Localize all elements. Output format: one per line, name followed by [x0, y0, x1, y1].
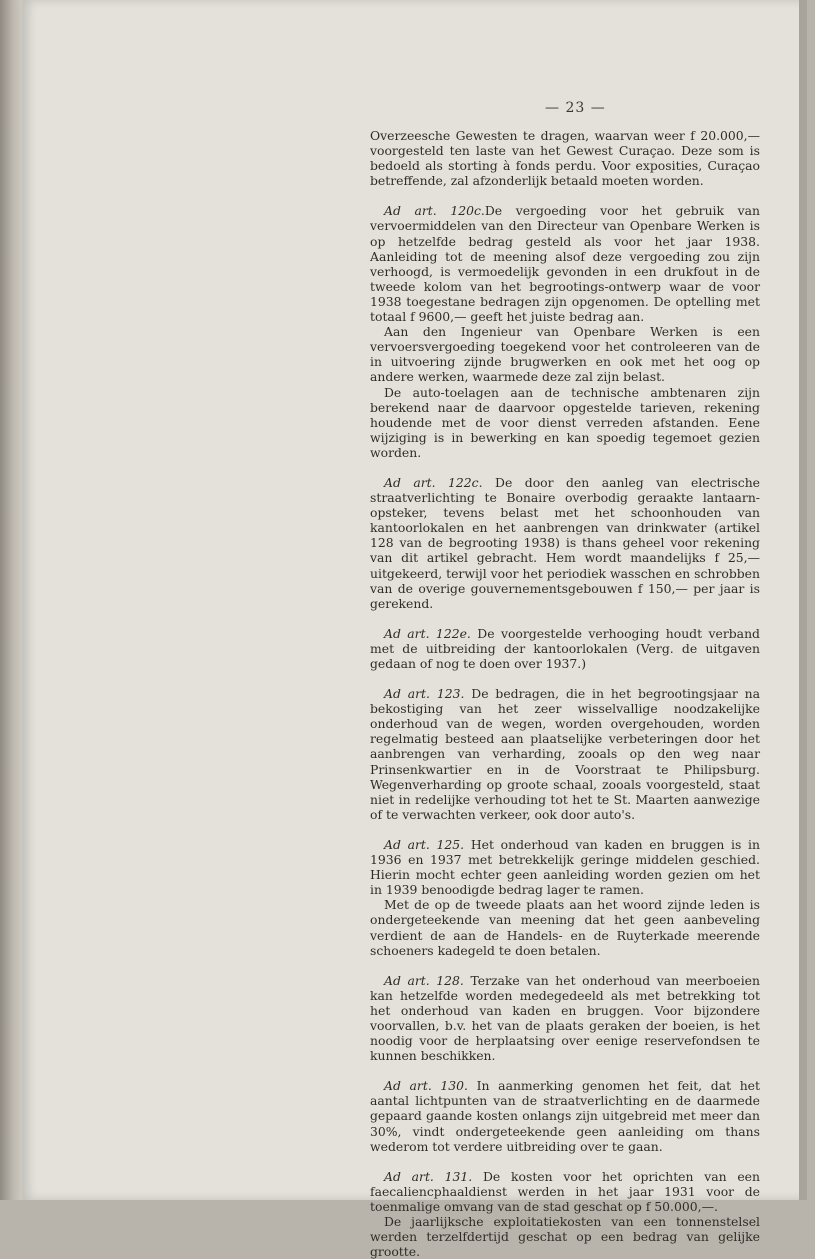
article-reference: Ad art. 120c. [384, 203, 485, 219]
paragraph [370, 973, 760, 1064]
paragraph [370, 128, 760, 188]
paragraph-text: Terzake van het onderhoud van meerboeien kan hetzelfde worden medegedeeld als met betrekking tot het onderhoud van kaden en bruggen. Voor bijzondere voorvallen, b.v. het van de plaats geraken der boeien, is het noodig voor de herplaatsing over eenige reservefondsen te kunnen beschikken. [370, 972, 760, 1064]
paragraph [370, 897, 760, 957]
paragraph-text: De auto-toelagen aan de technische ambtenaren zijn berekend naar de daarvoor opgestelde tarieven, rekening houdende met de voor dienst verreden afstanden. Eene wijziging is in bewerking en kan spoedig tegemoet gezien worden. [370, 384, 760, 460]
page-number: — 23 — [545, 100, 606, 116]
paragraph [370, 203, 760, 324]
paragraph [370, 626, 760, 671]
paragraph [370, 475, 760, 611]
scan-right-edge [799, 0, 807, 1200]
paragraph [370, 324, 760, 384]
article-reference: Ad art. 122e. [384, 625, 471, 641]
paragraph-text: Met de op de tweede plaats aan het woord zijnde leden is ondergeteekende van meening dat het geen aanbeveling verdient de aan de Handels- en de Ruyterkade meerende schoeners kadegeld te doen betalen. [370, 897, 760, 958]
article-reference: Ad art. 130. [384, 1078, 468, 1094]
paragraph-text: Aan den Ingenieur van Openbare Werken is een vervoersvergoeding toegekend voor het controleeren van de in uitvoering zijnde brugwerken en ook met het oog op andere werken, waarmede deze zal zijn belast. [370, 324, 760, 385]
paragraph [370, 385, 760, 460]
article-reference: Ad art. 128. [384, 972, 464, 988]
scan-left-edge [0, 0, 22, 1200]
paragraph-text: De kosten voor het oprichten van een faecaliencphaaldienst werden in het jaar 1931 voor de toenmalige omvang van de stad geschat op f 50.000,—. [370, 1168, 760, 1214]
paragraph-text: De voorgestelde verhooging houdt verband met de uitbreiding der kantoorlokalen (Verg. de uitgaven gedaan of nog te doen over 1937.) [370, 625, 760, 671]
article-reference: Ad art. 125. [384, 836, 465, 852]
paragraph [370, 837, 760, 897]
paragraph-text: De jaarlijksche exploitatiekosten van een tonnenstelsel werden terzelfdertijd geschat op een bedrag van gelijke grootte. [370, 1214, 760, 1259]
paragraph-text: Het onderhoud van kaden en bruggen is in 1936 en 1937 met betrekkelijk geringe middelen geschied. Hierin mocht echter geen aanleiding worden gezien om het in 1939 benoodigde bedrag lager te ramen. [370, 836, 760, 898]
paragraph-text: Overzeesche Gewesten te dragen, waarvan weer f 20.000,— voorgesteld ten laste van het Gewest Curaçao. Deze som is bedoeld als storting à fonds perdu. Voor exposities, Curaçao betreffende, zal afzonderlijk betaald moeten worden. [370, 128, 760, 189]
paragraph-text: De vergoeding voor het gebruik van vervoermiddelen van den Directeur van Openbare Werken is op hetzelfde bedrag gesteld als voor het jaar 1938. Aanleiding tot de meening alsof deze vergoeding zou zijn verhoogd, is vermoedelijk gevonden in een drukfout in de tweede kolom van het begrootings-ontwerp waar de voor 1938 toegestane bedragen zijn opgenomen. De optelling met totaal f 9600,— geeft het juiste bedrag aan. [370, 203, 760, 325]
paragraph-text: De bedragen, die in het begrootingsjaar na bekostiging van het zeer wisselvallige noodzakelijke onderhoud van de wegen, worden overgehouden, worden regelmatig besteed aan plaatselijke verbeteringen door het aanbrengen van verharding, zooals op den weg naar Prinsenkwartier en in de Voorstraat te Philipsburg. Wegenverharding op groote schaal, zooals voorgesteld, staat niet in redelijke verhouding tot het te St. Maarten aanwezige of te verwachten verkeer, ook door auto's. [370, 686, 760, 822]
paragraph [370, 686, 760, 822]
paragraph [370, 1078, 760, 1153]
article-reference: Ad art. 131. [384, 1168, 473, 1184]
paragraph [370, 1214, 760, 1259]
paragraph-text: In aanmerking genomen het feit, dat het aantal lichtpunten van de straatverlichting en de daarmede gepaard gaande kosten onlangs zijn uitgebreid met meer dan 30%, vindt ondergeteekende geen aanleiding om thans wederom tot verdere uitbreiding over te gaan. [370, 1078, 760, 1154]
article-reference: Ad art. 122c. [384, 474, 483, 490]
text-column [370, 128, 760, 1259]
paragraph-text: De door den aanleg van electrische straatverlichting te Bonaire overbodig geraakte lantaarn-opsteker, tevens belast met het schoonhouden van kantoorlokalen en het aanbrengen van drinkwater (artikel 128 van de begrooting 1938) is thans geheel voor rekening van dit artikel gebracht. Hem wordt maandelijks f 25,— uitgekeerd, terwijl voor het periodiek wasschen en schrobben van de overige gouvernementsgebouwen f 150,— per jaar is gerekend. [370, 474, 761, 611]
paragraph [370, 1169, 760, 1214]
article-reference: Ad art. 123. [384, 686, 465, 702]
